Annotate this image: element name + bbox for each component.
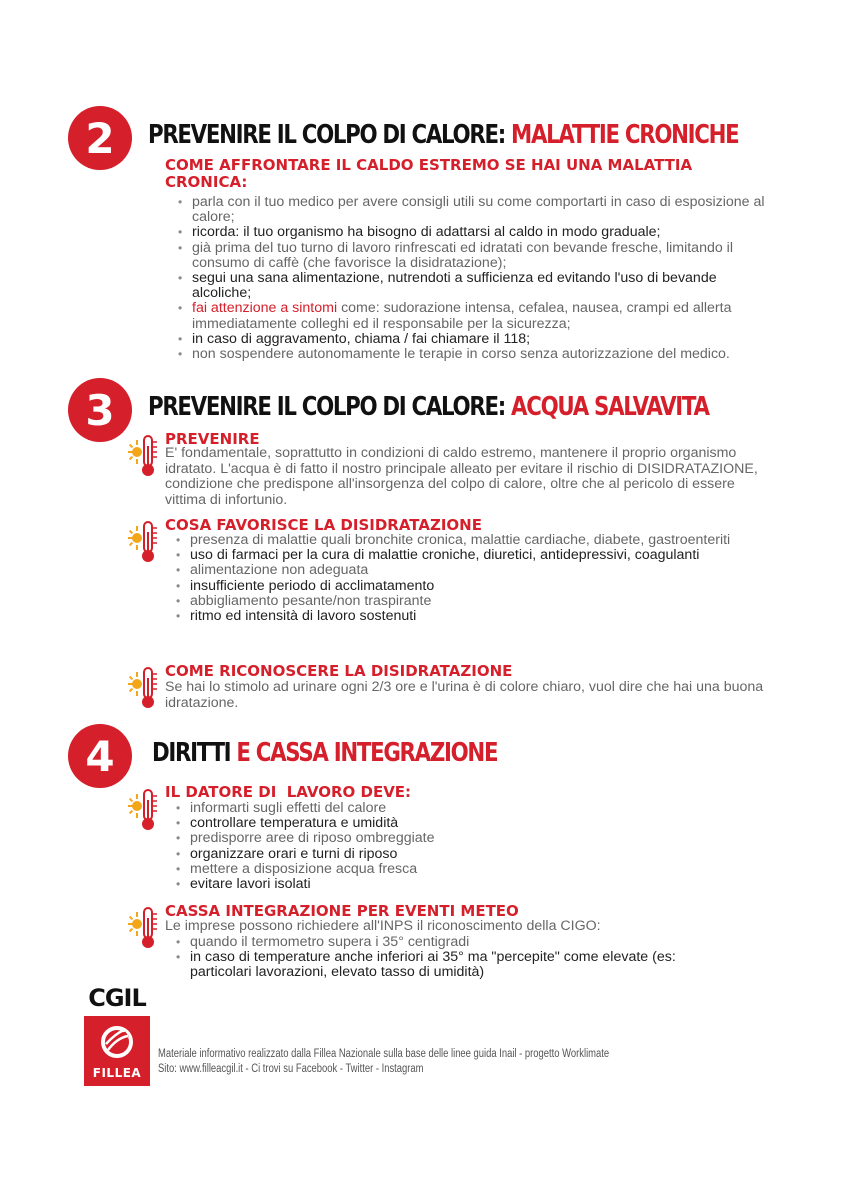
list-item: • abbigliamento pesante/non traspirante — [174, 594, 734, 609]
section-number-4: 4 — [68, 724, 132, 788]
list-item: • ritmo ed intensità di lavoro sostenuti — [174, 609, 734, 624]
list-item: • predisporre aree di riposo ombreggiate — [174, 831, 734, 846]
section-4-title — [152, 738, 497, 768]
symptoms-text: come: sudorazione intensa, cefalea, nausea, crampi ed allerta immediatamente colleghi ed il responsabile per la sicurezza; — [192, 300, 732, 332]
list-item: • in caso di aggravamento, chiama / fai chiamare il 118; — [176, 332, 766, 347]
list-item: • non sospendere autonomamente le terapie in corso senza autorizzazione del medico. — [176, 347, 766, 362]
list-item: • organizzare orari e turni di riposo — [174, 847, 734, 862]
cgil-logo-text: CGIL — [88, 984, 146, 1012]
datore-list — [174, 801, 734, 892]
list-item: • insufficiente periodo di acclimatamento — [174, 579, 734, 594]
footer-credit: Materiale informativo realizzato dalla Fillea Nazionale sulla base delle linee guida Inail - progetto Worklimate — [158, 1048, 610, 1060]
list-item: • informarti sugli effetti del calore — [174, 801, 734, 816]
list-item: • mettere a disposizione acqua fresca — [174, 862, 734, 877]
symptoms-highlight: fai attenzione a sintomi — [192, 300, 338, 317]
thermometer-sun-icon — [128, 906, 166, 950]
cassa-list — [174, 935, 734, 981]
section-2-subtitle: COME AFFRONTARE IL CALDO ESTREMO SE HAI UNA MALATTIA CRONICA: — [165, 156, 693, 191]
list-item: • ricorda: il tuo organismo ha bisogno di adattarsi al caldo in modo graduale; — [176, 225, 766, 240]
section-number-3: 3 — [68, 378, 132, 442]
section-3-title-black: PREVENIRE IL COLPO DI CALORE: — [148, 392, 512, 422]
thermometer-sun-icon — [128, 434, 166, 478]
fillea-emblem-icon — [84, 1016, 150, 1064]
list-item: • segui una sana alimentazione, nutrendoti a sufficienza ed evitando l'uso di bevande alcoliche; — [176, 271, 766, 301]
prevenire-text: E' fondamentale, soprattutto in condizioni di caldo estremo, mantenere il proprio organismo idratato. L'acqua è di fatto il nostro principale alleato per evitare il rischio di DISIDRATAZIONE, condizione che predispone all'insorgenza del colpo di calore, oltre che al pericolo di essere vittima di infortunio. — [165, 445, 758, 508]
list-item: • in caso di temperature anche inferiori ai 35° ma "percepite" come elevate (es: particolari lavorazioni, elevato tasso di umidità) — [174, 950, 734, 980]
thermometer-sun-icon — [128, 788, 166, 832]
riconoscere-text: Se hai lo stimolo ad urinare ogni 2/3 ore e l'urina è di colore chiaro, vuol dire che hai una buona idratazione. — [165, 679, 764, 711]
section-2-title-black: PREVENIRE IL COLPO DI CALORE: — [148, 120, 512, 150]
section-4-title-black: DIRITTI — [152, 738, 237, 768]
list-item-symptoms — [176, 301, 766, 331]
section-4-title-red: E CASSA INTEGRAZIONE — [236, 738, 498, 768]
section-2-title — [148, 120, 738, 150]
favorisce-list — [174, 533, 734, 624]
thermometer-sun-icon — [128, 666, 166, 710]
cassa-intro: Le imprese possono richiedere all'INPS il riconoscimento della CIGO: — [165, 918, 601, 934]
footer-links: Sito: www.filleacgil.it - Ci trovi su Facebook - Twitter - Instagram — [158, 1063, 424, 1075]
thermometer-sun-icon — [128, 520, 166, 564]
list-item: • alimentazione non adeguata — [174, 563, 734, 578]
fillea-logo-text: FILLEA — [92, 1066, 142, 1080]
riconoscere-heading: COME RICONOSCERE LA DISIDRATAZIONE — [165, 662, 513, 680]
section-2-title-red: MALATTIE CRONICHE — [511, 120, 739, 150]
cassa-heading: CASSA INTEGRAZIONE PER EVENTI METEO — [165, 902, 519, 920]
section-number-2: 2 — [68, 106, 132, 170]
favorisce-heading: COSA FAVORISCE LA DISIDRATAZIONE — [165, 516, 482, 534]
list-item: • evitare lavori isolati — [174, 877, 734, 892]
list-item: • parla con il tuo medico per avere consigli utili su come comportarti in caso di esposizione al calore; — [176, 195, 766, 225]
list-item: • uso di farmaci per la cura di malattie croniche, diuretici, antidepressivi, coagulanti — [174, 548, 734, 563]
section-3-title-red: ACQUA SALVAVITA — [511, 392, 709, 422]
list-item: • quando il termometro supera i 35° centigradi — [174, 935, 734, 950]
section-2-list — [176, 195, 766, 362]
list-item: • già prima del tuo turno di lavoro rinfrescati ed idratati con bevande fresche, limitando il consumo di caffè (che favorisce la disidratazione); — [176, 241, 766, 271]
cgil-fillea-logo — [84, 985, 150, 1086]
list-item: • controllare temperatura e umidità — [174, 816, 734, 831]
datore-heading: IL DATORE DI LAVORO DEVE: — [165, 783, 412, 801]
list-item: • presenza di malattie quali bronchite cronica, malattie cardiache, diabete, gastroenteriti — [174, 533, 734, 548]
fillea-logo-box — [84, 1016, 150, 1086]
prevenire-heading: PREVENIRE — [165, 430, 260, 448]
section-3-title — [148, 392, 709, 422]
